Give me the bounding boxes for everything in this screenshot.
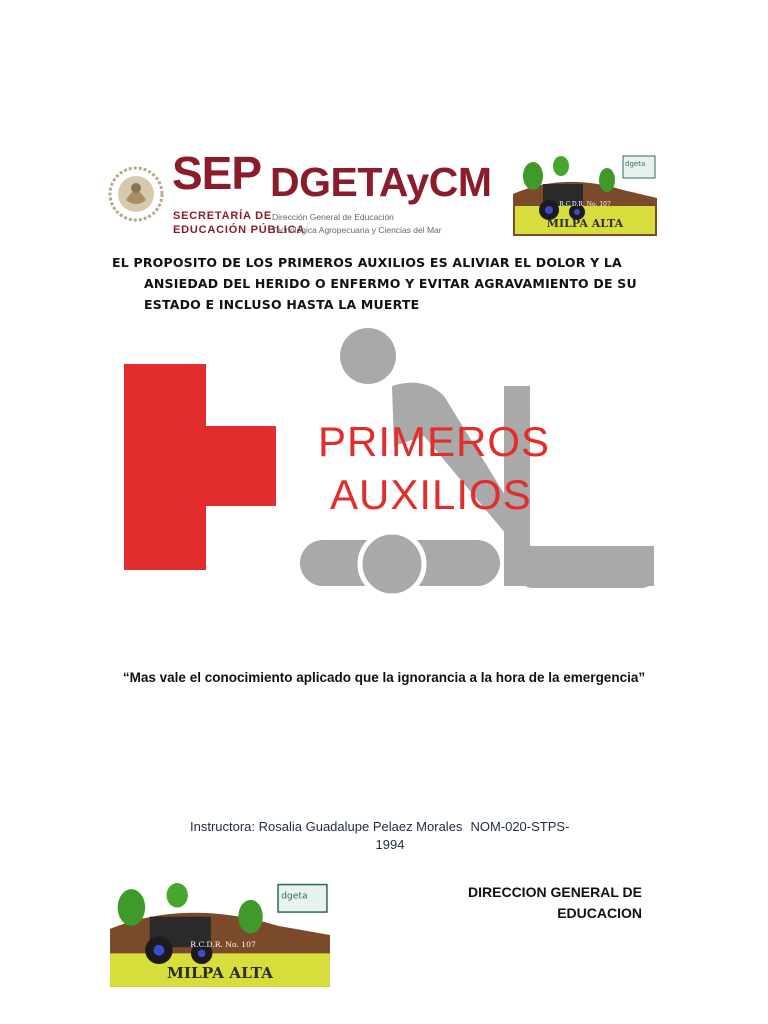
headline-line2: ANSIEDAD DEL HERIDO O ENFERMO Y EVITAR AGRAVAMIENTO DE SU (144, 276, 637, 291)
milpa-footer-badge-text: dgeta (281, 890, 308, 902)
sep-logo-text: SEP (172, 147, 262, 199)
purpose-headline (112, 252, 652, 315)
nom-code-part1: NOM-020-STPS- (470, 819, 570, 834)
sep-subtitle-line2: EDUCACIÓN PÚBLICA (173, 224, 306, 236)
direccion-line1: DIRECCION GENERAL DE (468, 884, 642, 900)
milpa-footer-label-text: MILPA ALTA (166, 963, 274, 982)
mexico-seal-icon (108, 152, 164, 236)
dgetaycm-subtitle-line2: Tecnológica Agropecuaria y Ciencias del Mar (272, 225, 442, 235)
sep-subtitle-line1: SECRETARÍA DE (173, 210, 273, 222)
instructor-name: Instructora: Rosalia Guadalupe Pelaez Morales (190, 819, 463, 834)
rescuer-head (340, 328, 396, 384)
direccion-line2: EDUCACION (557, 905, 642, 921)
milpa-label-text: MILPA ALTA (546, 217, 624, 230)
direccion-general-block (440, 882, 642, 924)
headline-line1: EL PROPOSITO DE LOS PRIMEROS AUXILIOS ES ALIVIAR EL DOLOR Y LA (112, 255, 622, 270)
milpa-alta-logo (513, 154, 657, 236)
dgetaycm-subtitle-line1: Dirección General de Educación (272, 212, 394, 222)
banner-title-line2: AUXILIOS (330, 471, 532, 518)
milpa-badge-text: dgeta (625, 160, 646, 168)
milpa-alta-logo-footer (110, 883, 330, 987)
dgetaycm-logo-text: DGETAyCM (270, 159, 492, 205)
instructor-block (190, 818, 590, 854)
quote-text: “Mas vale el conocimiento aplicado que la ignorancia a la hora de la emergencia” (122, 670, 646, 685)
milpa-code-text: R.C.D.R. No. 107 (559, 201, 611, 208)
milpa-footer-code-text: R.C.D.R. No. 107 (190, 940, 256, 950)
nom-code-part2: 1994 (375, 837, 405, 852)
headline-line3: ESTADO E INCLUSO HASTA LA MUERTE (144, 297, 420, 312)
banner-title-line1: PRIMEROS (318, 418, 551, 465)
